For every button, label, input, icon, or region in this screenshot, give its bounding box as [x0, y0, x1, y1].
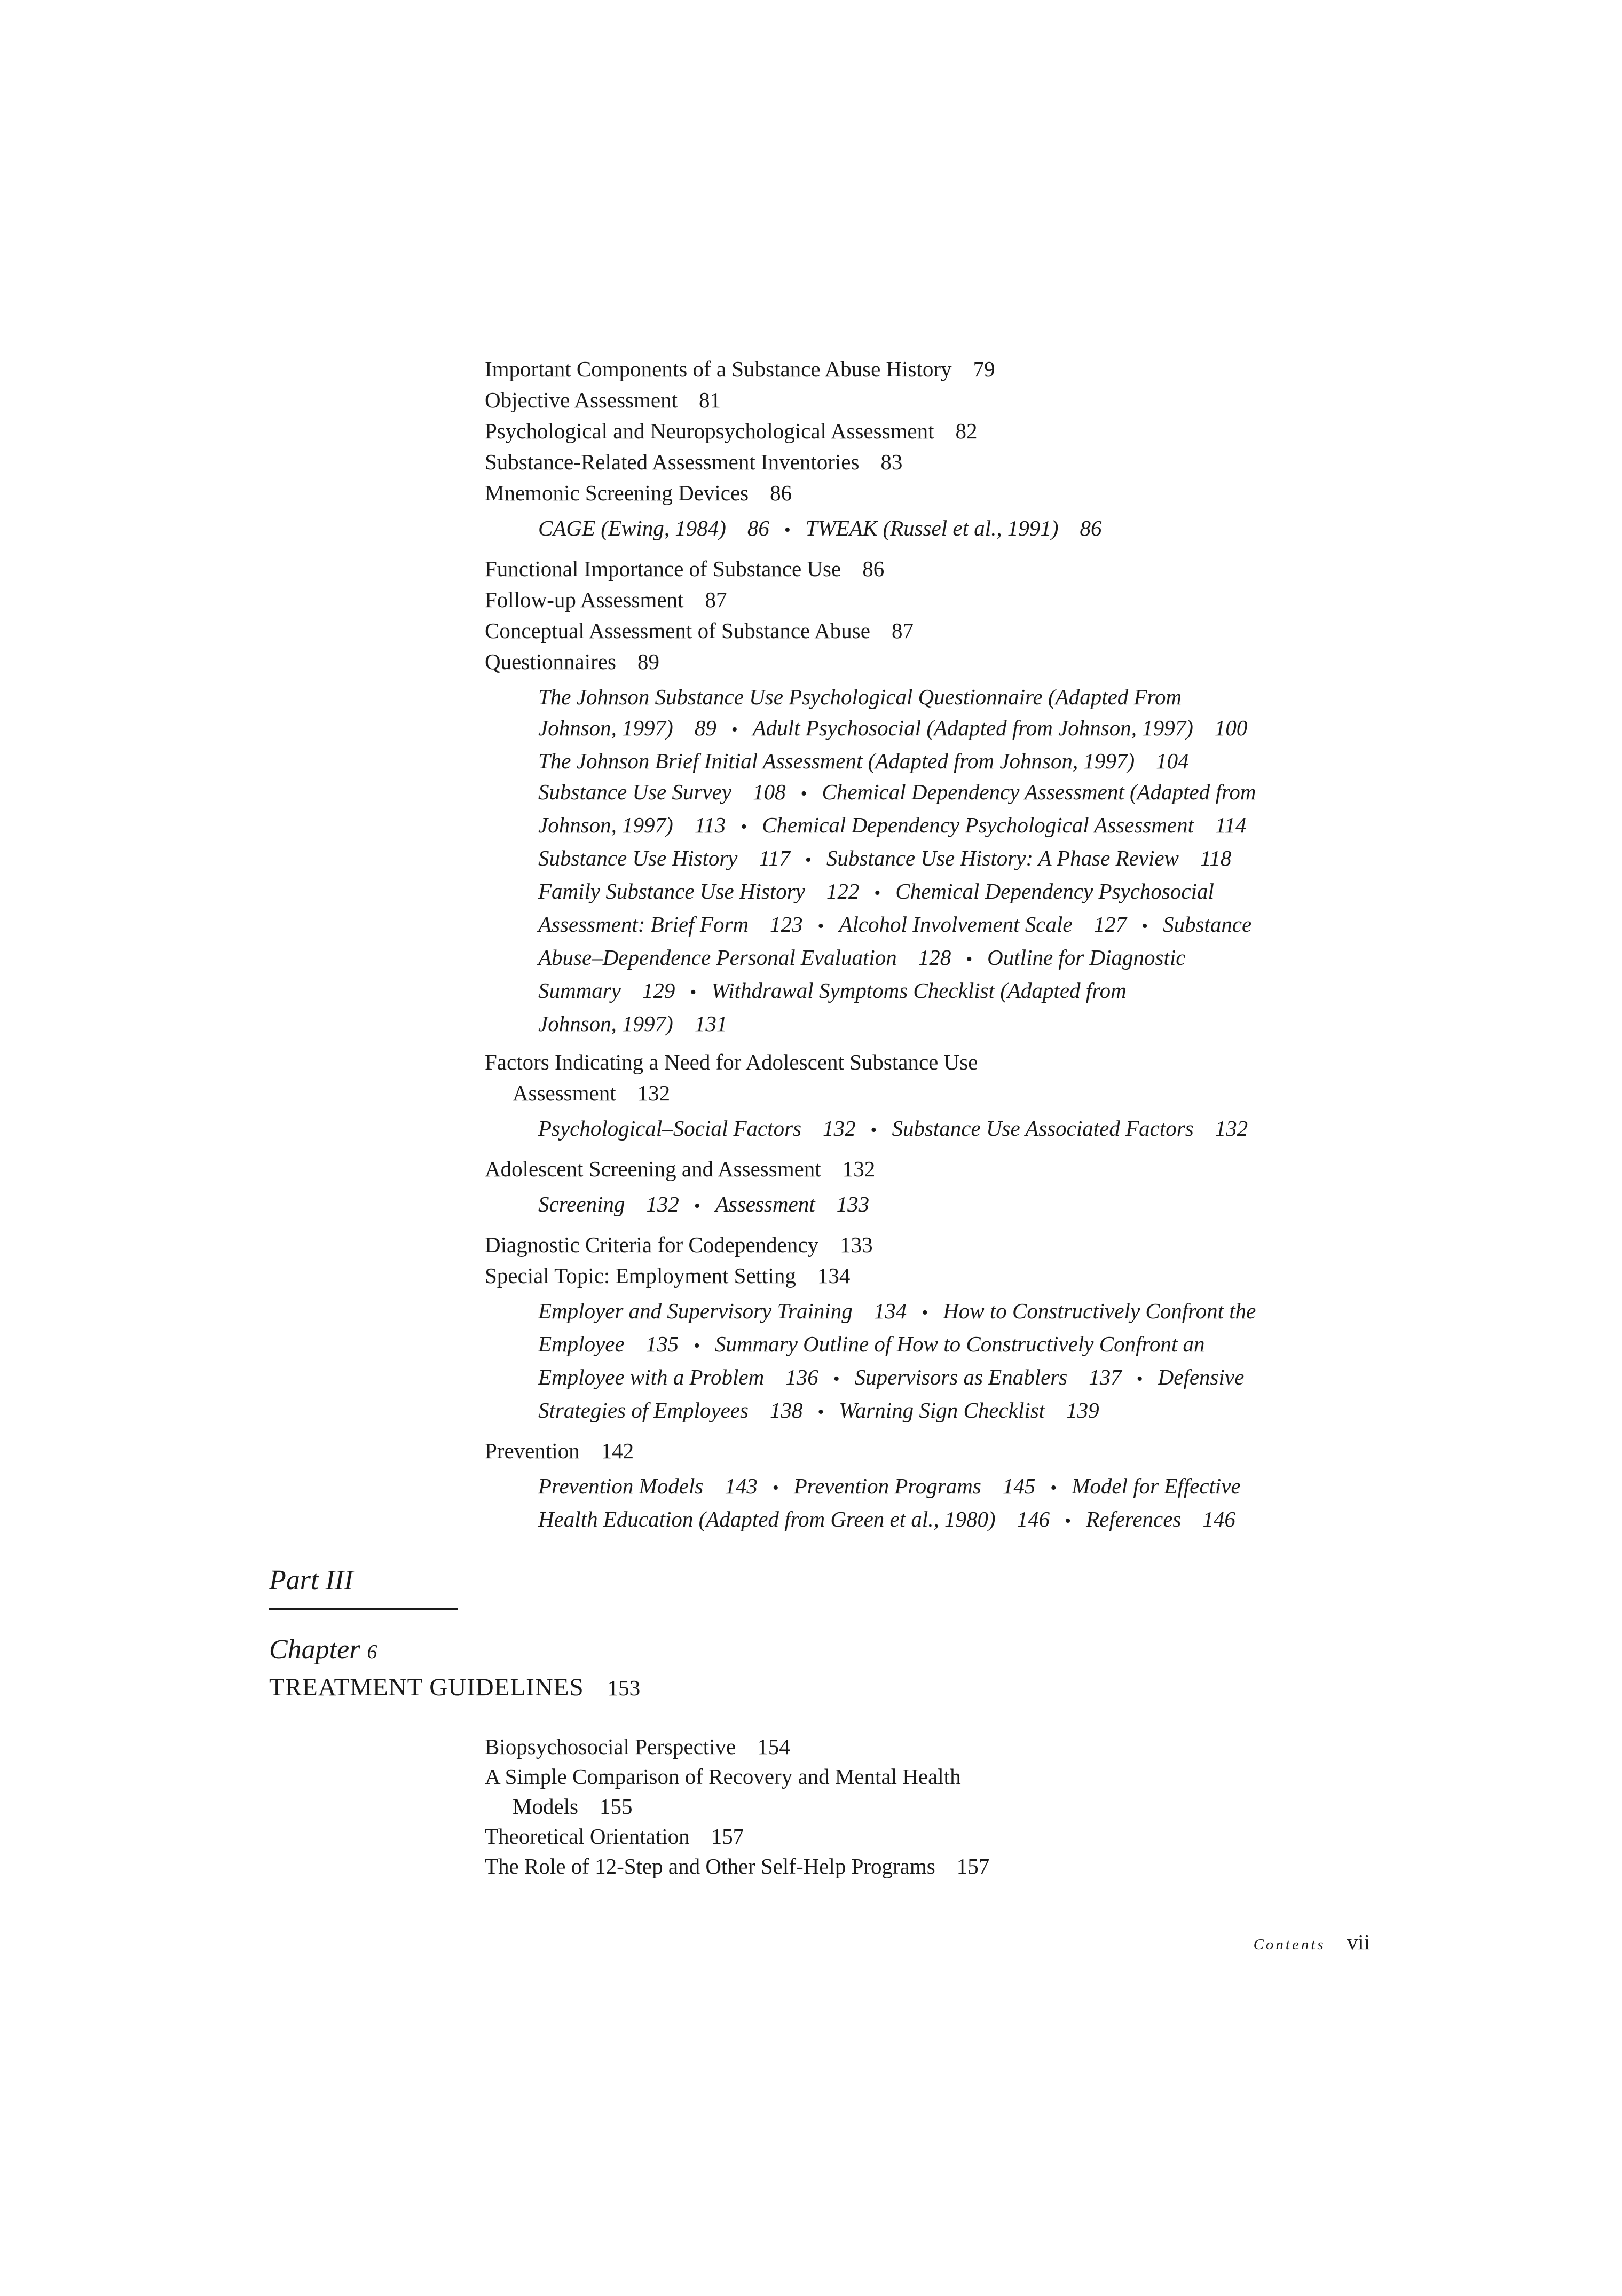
chapter-toc-list	[485, 1732, 1403, 1881]
entry-page: 87	[891, 618, 914, 643]
subentry-title[interactable]: Employer and Supervisory Training	[538, 1299, 853, 1323]
subentry-page: 137	[1089, 1365, 1122, 1389]
toc-entry[interactable]	[485, 1851, 1403, 1881]
subentry-title[interactable]: Prevention Programs	[793, 1474, 981, 1498]
bullet-separator: •	[870, 1120, 877, 1140]
entry-title: Objective Assessment	[485, 388, 678, 412]
subentry-title[interactable]: Johnson, 1997)	[538, 715, 673, 740]
subentry-page: 139	[1066, 1398, 1099, 1422]
subentry-title[interactable]: Employee	[538, 1332, 625, 1356]
toc-entry[interactable]	[485, 553, 1403, 584]
bullet-separator: •	[1065, 1511, 1072, 1531]
toc-entry[interactable]	[485, 646, 1403, 677]
toc-subentries	[485, 1471, 1403, 1537]
subentry-page: 127	[1093, 912, 1127, 937]
toc-entry[interactable]	[485, 1435, 1403, 1466]
subentry-page: 113	[694, 813, 726, 837]
subentry-title[interactable]: Chemical Dependency Psychological Assessment	[762, 813, 1194, 837]
subentry-page: 86	[747, 516, 769, 540]
subentry-title[interactable]: Chemical Dependency Psychosocial	[895, 879, 1214, 903]
bullet-separator: •	[1050, 1478, 1057, 1498]
subentry-title[interactable]: References	[1086, 1507, 1182, 1531]
subentry-title[interactable]: Abuse–Dependence Personal Evaluation	[538, 945, 897, 970]
part-divider	[269, 1608, 458, 1610]
entry-page: 79	[973, 357, 995, 381]
subentry-page: 117	[759, 846, 790, 870]
part-heading: Part III	[269, 1565, 353, 1595]
toc-entry[interactable]	[485, 415, 1403, 446]
subentry-title[interactable]: The Johnson Brief Initial Assessment (Adapted from Johnson, 1997)	[538, 749, 1135, 773]
entry-title: Assessment	[513, 1081, 616, 1105]
subentry-page: 129	[642, 978, 675, 1003]
toc-entry[interactable]	[485, 1762, 1403, 1791]
subentry-page: 143	[725, 1474, 758, 1498]
subentry-title[interactable]: Warning Sign Checklist	[839, 1398, 1045, 1422]
bullet-separator: •	[690, 982, 697, 1002]
entry-title: Questionnaires	[485, 649, 616, 674]
subentry-title[interactable]: Substance Use Associated Factors	[892, 1116, 1194, 1141]
subentry-page: 132	[1215, 1116, 1248, 1141]
entry-page: 87	[705, 587, 727, 612]
entry-title: Mnemonic Screening Devices	[485, 481, 749, 505]
subentry-page: 123	[770, 912, 803, 937]
bullet-separator: •	[694, 1336, 700, 1356]
entry-title: Prevention	[485, 1438, 580, 1463]
subentry-page: 118	[1200, 846, 1232, 870]
entry-page: 154	[757, 1734, 790, 1759]
entry-page: 89	[637, 649, 659, 674]
subentry-title[interactable]: Defensive	[1158, 1365, 1245, 1389]
toc-list	[485, 353, 1403, 1544]
bullet-separator: •	[966, 949, 973, 969]
entry-title: Conceptual Assessment of Substance Abuse	[485, 618, 870, 643]
subentry-title[interactable]: How to Constructively Confront the	[943, 1299, 1256, 1323]
chapter-label	[269, 1634, 377, 1668]
entry-page: 157	[956, 1854, 990, 1878]
subentry-title[interactable]: The Johnson Substance Use Psychological Questionnaire (Adapted From	[538, 685, 1182, 709]
subentry-title[interactable]: Alcohol Involvement Scale	[839, 912, 1073, 937]
subentry-title[interactable]: Summary Outline of How to Constructively Confront an	[715, 1332, 1205, 1356]
subentry-page: 134	[873, 1299, 907, 1323]
entry-title: Diagnostic Criteria for Codependency	[485, 1232, 819, 1257]
subentry-title[interactable]: Withdrawal Symptoms Checklist (Adapted from	[711, 978, 1127, 1003]
entry-page: 81	[698, 388, 721, 412]
subentry-page: 136	[785, 1365, 818, 1389]
toc-subentries	[485, 1189, 1403, 1222]
entry-title: Models	[513, 1794, 578, 1819]
subentry-title[interactable]: Family Substance Use History	[538, 879, 805, 903]
subentry-page: 114	[1215, 813, 1247, 837]
entry-title: Biopsychosocial Perspective	[485, 1734, 736, 1759]
entry-title: Substance-Related Assessment Inventories	[485, 450, 860, 474]
page-footer	[1254, 1929, 1370, 1958]
entry-page: 86	[862, 556, 885, 581]
subentry-page: 128	[918, 945, 951, 970]
toc-entry[interactable]	[485, 1047, 1403, 1078]
toc-entry[interactable]	[485, 615, 1403, 646]
entry-title: Psychological and Neuropsychological Assessment	[485, 419, 934, 443]
chapter-title-text: TREATMENT GUIDELINES	[269, 1673, 584, 1701]
entry-title: Factors Indicating a Need for Adolescent Substance Use	[485, 1050, 978, 1074]
subentry-page: 108	[753, 780, 786, 804]
subentry-title[interactable]: Health Education (Adapted from Green et al., 1980)	[538, 1507, 996, 1531]
chapter-word: Chapter	[269, 1634, 360, 1665]
subentry-page: 132	[646, 1192, 679, 1216]
entry-page: 134	[817, 1263, 851, 1288]
bullet-separator: •	[784, 520, 791, 540]
subentry-title[interactable]: Chemical Dependency Assessment (Adapted from	[822, 780, 1256, 804]
toc-entry[interactable]	[485, 446, 1403, 477]
toc-entry[interactable]	[485, 1732, 1403, 1762]
subentry-title[interactable]: Substance Use History	[538, 846, 738, 870]
toc-entry[interactable]	[485, 477, 1403, 508]
bullet-separator: •	[817, 916, 824, 936]
entry-page: 132	[842, 1157, 876, 1181]
subentry-title[interactable]: Substance	[1162, 912, 1252, 937]
subentry-page: 104	[1156, 749, 1189, 773]
page-number: vii	[1347, 1930, 1370, 1954]
subentry-title[interactable]: Supervisors as Enablers	[854, 1365, 1068, 1389]
subentry-title[interactable]: Assessment	[715, 1192, 815, 1216]
entry-title: Follow-up Assessment	[485, 587, 684, 612]
subentry-page: 145	[1002, 1474, 1036, 1498]
toc-entry[interactable]	[485, 1821, 1403, 1851]
bullet-separator: •	[874, 883, 881, 903]
subentry-title[interactable]: Summary	[538, 978, 621, 1003]
entry-page: 83	[880, 450, 903, 474]
subentry-title[interactable]: Substance Use History: A Phase Review	[826, 846, 1179, 870]
toc-subentries	[485, 513, 1403, 546]
toc-entry-continued[interactable]	[485, 1078, 1403, 1108]
bullet-separator: •	[1136, 1369, 1143, 1389]
subentry-page: 133	[836, 1192, 870, 1216]
entry-page: 86	[770, 481, 792, 505]
toc-subentries	[485, 681, 1403, 1039]
entry-title: Adolescent Screening and Assessment	[485, 1157, 821, 1181]
bullet-separator: •	[805, 850, 812, 870]
bullet-separator: •	[800, 784, 807, 804]
entry-title: A Simple Comparison of Recovery and Mental Health	[485, 1764, 961, 1789]
subentry-title[interactable]: Model for Effective	[1072, 1474, 1241, 1498]
entry-title: Special Topic: Employment Setting	[485, 1263, 796, 1288]
toc-entry[interactable]	[485, 384, 1403, 415]
entry-page: 157	[711, 1824, 744, 1849]
subentry-title[interactable]: Employee with a Problem	[538, 1365, 765, 1389]
subentry-page: 135	[645, 1332, 679, 1356]
entry-page: 142	[601, 1438, 634, 1463]
subentry-page: 131	[694, 1011, 728, 1036]
subentry-page: 146	[1017, 1507, 1050, 1531]
toc-subentries	[485, 1295, 1403, 1428]
bullet-separator: •	[922, 1303, 928, 1323]
chapter-title[interactable]	[269, 1671, 640, 1704]
subentry-page: 122	[826, 879, 860, 903]
chapter-page: 153	[607, 1676, 641, 1700]
toc-entry[interactable]	[485, 353, 1403, 384]
entry-title: The Role of 12-Step and Other Self-Help Programs	[485, 1854, 935, 1878]
subentry-title[interactable]: Outline for Diagnostic	[987, 945, 1186, 970]
subentry-title[interactable]: Adult Psychosocial (Adapted from Johnson, 1997)	[752, 715, 1193, 740]
entry-page: 132	[637, 1081, 671, 1105]
subentry-page: 132	[823, 1116, 856, 1141]
toc-entry[interactable]	[485, 1229, 1403, 1260]
bullet-separator: •	[741, 817, 747, 837]
subentry-page: 86	[1080, 516, 1102, 540]
running-footer-label: Contents	[1253, 1936, 1326, 1953]
subentry-page: 146	[1202, 1507, 1235, 1531]
bullet-separator: •	[833, 1369, 840, 1389]
entry-title: Functional Importance of Substance Use	[485, 556, 841, 581]
subentry-title[interactable]: Substance Use Survey	[538, 780, 732, 804]
subentry-page: 100	[1214, 715, 1248, 740]
toc-subentries	[485, 1113, 1403, 1146]
entry-title: Theoretical Orientation	[485, 1824, 690, 1849]
subentry-title[interactable]: Screening	[538, 1192, 625, 1216]
bullet-separator: •	[694, 1196, 700, 1216]
subentry-title[interactable]: Strategies of Employees	[538, 1398, 749, 1422]
bullet-separator: •	[817, 1402, 824, 1422]
toc-entry[interactable]	[485, 1260, 1403, 1291]
subentry-title[interactable]: CAGE (Ewing, 1984)	[538, 516, 726, 540]
subentry-title[interactable]: TWEAK (Russel et al., 1991)	[805, 516, 1059, 540]
bullet-separator: •	[731, 720, 738, 740]
subentry-title[interactable]: Johnson, 1997)	[538, 1011, 673, 1036]
subentry-title[interactable]: Assessment: Brief Form	[538, 912, 749, 937]
entry-title: Important Components of a Substance Abuse History	[485, 357, 952, 381]
subentry-title[interactable]: Prevention Models	[538, 1474, 704, 1498]
toc-entry[interactable]	[485, 1153, 1403, 1184]
entry-page: 133	[840, 1232, 873, 1257]
entry-page: 82	[955, 419, 978, 443]
subentry-page: 89	[694, 715, 716, 740]
bullet-separator: •	[1141, 916, 1148, 936]
subentry-title[interactable]: Psychological–Social Factors	[538, 1116, 802, 1141]
toc-entry[interactable]	[485, 584, 1403, 615]
bullet-separator: •	[772, 1478, 779, 1498]
subentry-page: 138	[769, 1398, 803, 1422]
chapter-number: 6	[367, 1641, 377, 1663]
subentry-title[interactable]: Johnson, 1997)	[538, 813, 673, 837]
entry-page: 155	[600, 1794, 633, 1819]
toc-entry-continued[interactable]	[485, 1791, 1403, 1821]
